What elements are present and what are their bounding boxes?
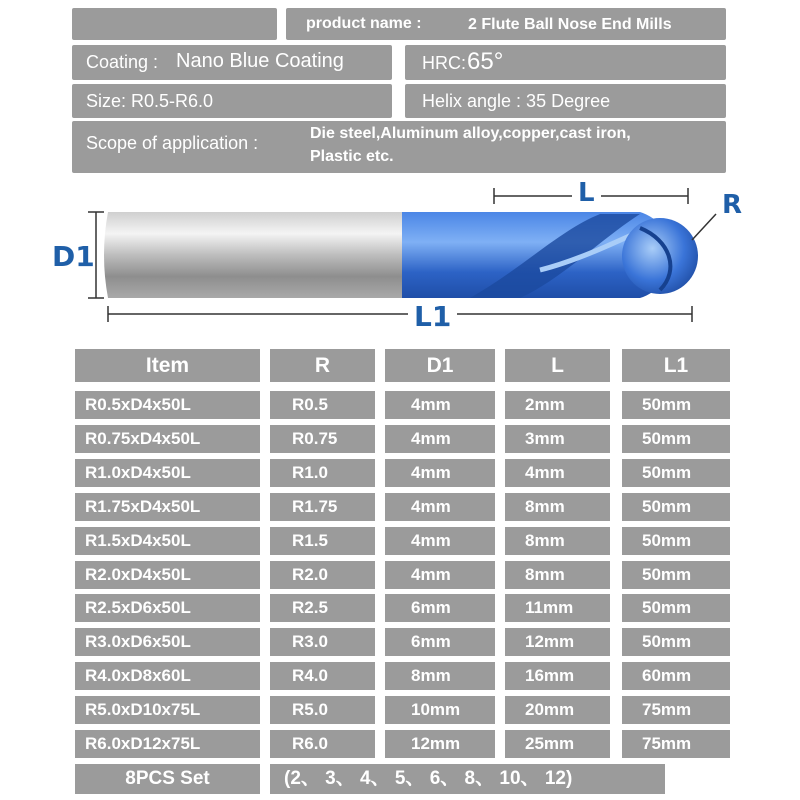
scope-value-line1: Die steel,Aluminum alloy,copper,cast iron, [310, 125, 631, 142]
product-name-box [286, 8, 726, 40]
table-cell-l: 2mm [505, 391, 610, 419]
table-cell-r: R1.75 [270, 493, 375, 521]
coating-box [72, 45, 392, 80]
table-cell-l1: 50mm [622, 425, 730, 453]
table-cell-d1: 12mm [385, 730, 495, 758]
table-cell-item: R3.0xD6x50L [75, 628, 260, 656]
table-cell-r: R1.0 [270, 459, 375, 487]
table-cell-d1: 8mm [385, 662, 495, 690]
product-name-value: 2 Flute Ball Nose End Mills [468, 16, 672, 33]
table-cell-l1: 50mm [622, 561, 730, 589]
helix-text: Helix angle : 35 Degree [422, 91, 611, 111]
table-cell-item: R2.5xD6x50L [75, 594, 260, 622]
table-cell-item: R5.0xD10x75L [75, 696, 260, 724]
end-mill-diagram [0, 180, 800, 340]
header-cell-d1: D1 [385, 349, 495, 382]
hrc-value: 65° [467, 48, 504, 75]
set-label [75, 764, 260, 794]
table-cell-d1: 4mm [385, 425, 495, 453]
ball-tip [622, 218, 698, 294]
table-cell-d1: 4mm [385, 493, 495, 521]
table-cell-item: R1.0xD4x50L [75, 459, 260, 487]
table-cell-r: R1.5 [270, 527, 375, 555]
header-cell-l1: L1 [622, 349, 730, 382]
table-cell-l: 25mm [505, 730, 610, 758]
table-cell-r: R6.0 [270, 730, 375, 758]
shank-body [104, 212, 404, 298]
table-cell-item: R4.0xD8x60L [75, 662, 260, 690]
table-cell-l1: 50mm [622, 493, 730, 521]
table-cell-d1: 4mm [385, 561, 495, 589]
table-cell-r: R2.0 [270, 561, 375, 589]
r-label: R [722, 190, 743, 220]
scope-value-line2: Plastic etc. [310, 148, 394, 165]
header-cell-r: R [270, 349, 375, 382]
size-box [72, 84, 392, 118]
table-cell-l: 20mm [505, 696, 610, 724]
table-cell-l: 12mm [505, 628, 610, 656]
table-cell-d1: 6mm [385, 628, 495, 656]
table-cell-item: R0.75xD4x50L [75, 425, 260, 453]
table-cell-item: R2.0xD4x50L [75, 561, 260, 589]
helix-box [405, 84, 726, 118]
table-cell-l1: 50mm [622, 391, 730, 419]
table-cell-r: R3.0 [270, 628, 375, 656]
table-cell-l: 8mm [505, 527, 610, 555]
table-cell-l: 8mm [505, 493, 610, 521]
coating-value: Nano Blue Coating [176, 50, 344, 72]
table-cell-r: R4.0 [270, 662, 375, 690]
table-cell-l: 8mm [505, 561, 610, 589]
table-cell-l: 4mm [505, 459, 610, 487]
d1-label: D1 [52, 240, 95, 273]
table-cell-l1: 50mm [622, 628, 730, 656]
set-label-text: 8PCS Set [125, 768, 210, 789]
table-cell-l1: 75mm [622, 730, 730, 758]
table-cell-l1: 50mm [622, 594, 730, 622]
table-cell-d1: 4mm [385, 391, 495, 419]
table-cell-d1: 4mm [385, 459, 495, 487]
hrc-label: HRC: [422, 53, 466, 73]
header-cell-l: L [505, 349, 610, 382]
table-cell-d1: 6mm [385, 594, 495, 622]
size-text: Size: R0.5-R6.0 [86, 91, 214, 111]
table-cell-r: R2.5 [270, 594, 375, 622]
table-cell-item: R1.75xD4x50L [75, 493, 260, 521]
table-cell-item: R1.5xD4x50L [75, 527, 260, 555]
l-label: L [572, 178, 601, 208]
table-cell-l: 11mm [505, 594, 610, 622]
table-cell-d1: 4mm [385, 527, 495, 555]
table-cell-item: R6.0xD12x75L [75, 730, 260, 758]
table-cell-item: R0.5xD4x50L [75, 391, 260, 419]
set-value [270, 764, 665, 794]
scope-label: Scope of application : [86, 133, 259, 153]
blank-header-box [72, 8, 277, 40]
coating-label: Coating : [86, 52, 159, 72]
set-value-text: (2、 3、 4、 5、 6、 8、 10、 12) [284, 768, 573, 789]
scope-box [72, 121, 726, 173]
table-cell-l: 16mm [505, 662, 610, 690]
hrc-box [405, 45, 726, 80]
table-cell-r: R0.75 [270, 425, 375, 453]
l1-label: L1 [408, 300, 457, 333]
table-cell-l1: 50mm [622, 459, 730, 487]
header-cell-item: Item [75, 349, 260, 382]
table-cell-d1: 10mm [385, 696, 495, 724]
table-cell-r: R5.0 [270, 696, 375, 724]
product-name-label: product name : [306, 15, 422, 32]
table-cell-r: R0.5 [270, 391, 375, 419]
table-cell-l1: 75mm [622, 696, 730, 724]
table-cell-l1: 60mm [622, 662, 730, 690]
table-cell-l: 3mm [505, 425, 610, 453]
table-cell-l1: 50mm [622, 527, 730, 555]
